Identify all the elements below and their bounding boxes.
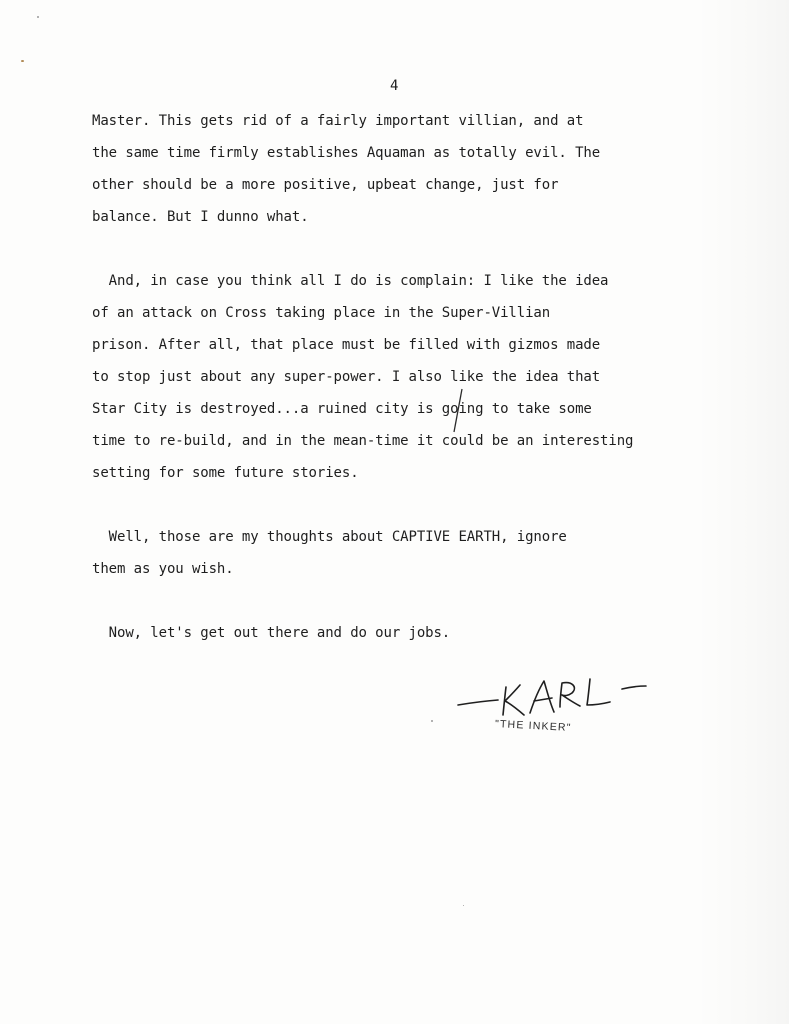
text-line: setting for some future stories. <box>92 465 359 481</box>
text-line: Well, those are my thoughts about CAPTIVE EARTH, ignore <box>92 529 567 545</box>
paper-edge-shadow <box>695 0 789 1024</box>
text-line: prison. After all, that place must be filled with gizmos made <box>92 337 601 353</box>
text-line: Master. This gets rid of a fairly important villian, and at <box>92 113 584 129</box>
text-line: the same time firmly establishes Aquaman as totally evil. The <box>92 145 601 161</box>
handwritten-correction-mark <box>448 386 468 436</box>
signature-caption: "THE INKER" <box>494 718 572 734</box>
text-line: Star City is destroyed...a ruined city is going to take some <box>92 401 592 417</box>
text-line: Now, let's get out there and do our jobs. <box>92 625 451 641</box>
text-line: them as you wish. <box>92 561 234 577</box>
text-line: to stop just about any super-power. I also like the idea that <box>92 369 601 385</box>
page-number: 4 <box>390 78 399 94</box>
signature-karl <box>450 665 660 755</box>
text-line: other should be a more positive, upbeat change, just for <box>92 177 559 193</box>
text-line: time to re-build, and in the mean-time it could be an interesting <box>92 433 634 449</box>
text-line: balance. But I dunno what. <box>92 209 309 225</box>
text-line: And, in case you think all I do is complain: I like the idea <box>92 273 609 289</box>
text-line: of an attack on Cross taking place in the Super-Villian <box>92 305 551 321</box>
